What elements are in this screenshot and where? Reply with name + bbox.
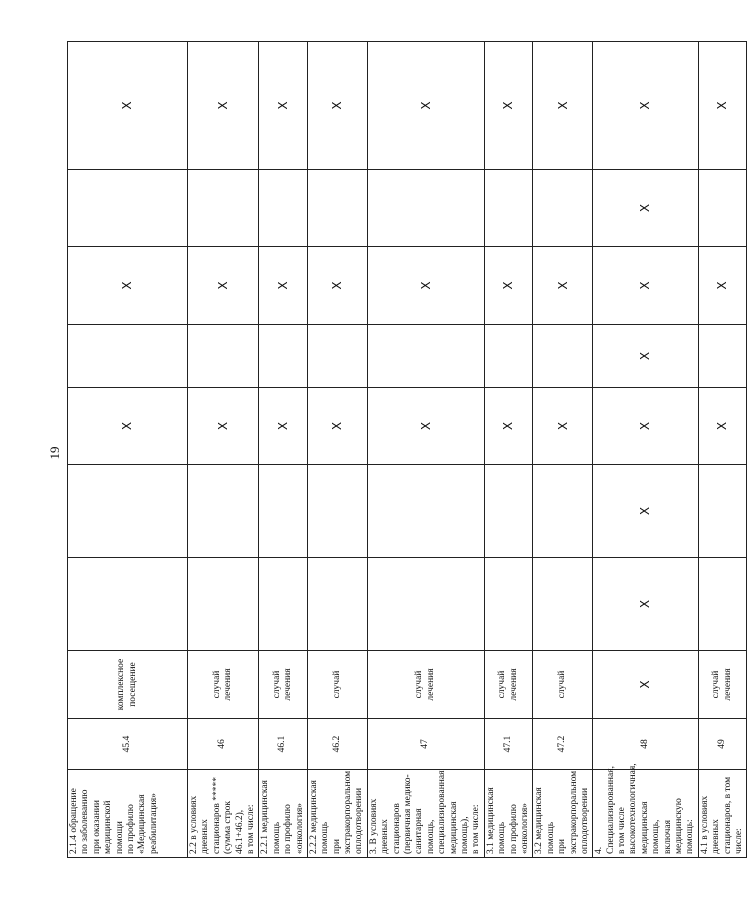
value-cell	[698, 558, 747, 651]
row-name-cell: 2.1.4 обращение по заболеванию при оказании медицинской помощи по профилю «Медицинская реабилитация»	[68, 770, 188, 858]
value-cell: X	[698, 388, 747, 465]
value-cell: X	[367, 42, 484, 170]
value-cell: X	[593, 388, 699, 465]
row-unit-cell: случай	[307, 651, 367, 719]
value-cell: X	[698, 247, 747, 325]
value-cell: X	[484, 42, 533, 170]
value-cell	[533, 558, 593, 651]
value-cell: X	[593, 325, 699, 388]
row-unit-cell: случай лечения	[698, 651, 747, 719]
value-cell: X	[593, 558, 699, 651]
value-cell: X	[259, 42, 308, 170]
value-cell: X	[593, 465, 699, 558]
value-cell	[533, 465, 593, 558]
table-row	[68, 42, 188, 858]
value-cell	[367, 325, 484, 388]
row-code-cell: 49	[698, 719, 747, 770]
value-cell: X	[533, 388, 593, 465]
value-cell	[307, 170, 367, 247]
value-cell: X	[698, 42, 747, 170]
table-row	[367, 42, 484, 858]
value-cell	[307, 325, 367, 388]
value-cell: X	[593, 170, 699, 247]
value-cell	[533, 325, 593, 388]
table-row	[188, 42, 259, 858]
value-cell: X	[307, 247, 367, 325]
row-code-cell: 47.1	[484, 719, 533, 770]
value-cell	[307, 465, 367, 558]
value-cell: X	[259, 388, 308, 465]
value-cell	[367, 558, 484, 651]
value-cell	[68, 558, 188, 651]
rotated-table-container	[67, 42, 744, 858]
value-cell: X	[307, 42, 367, 170]
row-unit-cell: случай	[533, 651, 593, 719]
row-code-cell: 46.1	[259, 719, 308, 770]
row-name-cell: 3. В условиях дневных стационаров (первичная медико- санитарная помощь, специализированная медицинская помощь), в том числе:	[367, 770, 484, 858]
row-unit-cell: случай лечения	[367, 651, 484, 719]
table-body	[68, 42, 747, 858]
row-name-cell: 3.1 медицинская помощь по профилю «онкология»	[484, 770, 533, 858]
value-cell: X	[367, 247, 484, 325]
value-cell	[698, 325, 747, 388]
row-code-cell: 47	[367, 719, 484, 770]
value-cell: X	[533, 42, 593, 170]
table-row	[533, 42, 593, 858]
value-cell	[188, 325, 259, 388]
value-cell	[484, 558, 533, 651]
value-cell: X	[484, 388, 533, 465]
row-code-cell: 45.4	[68, 719, 188, 770]
row-name-cell: 2.2 в условиях дневных стационаров ***** (сумма строк 46.1+46.2), в том числе:	[188, 770, 259, 858]
value-cell: X	[593, 42, 699, 170]
value-cell: X	[68, 42, 188, 170]
row-code-cell: 46.2	[307, 719, 367, 770]
value-cell: X	[593, 247, 699, 325]
table-row	[698, 42, 747, 858]
value-cell	[68, 465, 188, 558]
value-cell: X	[68, 247, 188, 325]
row-name-cell: 2.2.1 медицинская помощь по профилю «онкология»	[259, 770, 308, 858]
row-code-cell: 47.2	[533, 719, 593, 770]
value-cell	[698, 170, 747, 247]
value-cell: X	[484, 247, 533, 325]
row-name-cell: 4. Специализированная, в том числе высокотехнологичная, медицинская помощь, включая медицинскую помощь:	[593, 770, 699, 858]
table-row	[484, 42, 533, 858]
row-unit-cell: случай лечения	[484, 651, 533, 719]
value-cell: X	[188, 42, 259, 170]
table-row	[593, 42, 699, 858]
value-cell: X	[68, 388, 188, 465]
row-unit-cell: случай лечения	[188, 651, 259, 719]
value-cell	[259, 170, 308, 247]
value-cell	[698, 465, 747, 558]
table-row	[307, 42, 367, 858]
value-cell: X	[259, 247, 308, 325]
row-name-cell: 2.2.2 медицинская помощь при экстракорпоральном оплодотворении	[307, 770, 367, 858]
value-cell	[259, 558, 308, 651]
row-code-cell: 46	[188, 719, 259, 770]
value-cell	[484, 325, 533, 388]
value-cell: X	[533, 247, 593, 325]
value-cell: X	[307, 388, 367, 465]
row-name-cell: 4.1 в условиях дневных стационаров, в том числе:	[698, 770, 747, 858]
value-cell	[484, 170, 533, 247]
value-cell	[188, 558, 259, 651]
value-cell: X	[188, 388, 259, 465]
value-cell	[259, 325, 308, 388]
value-cell	[484, 465, 533, 558]
value-cell	[68, 325, 188, 388]
value-cell	[307, 558, 367, 651]
row-unit-cell: X	[593, 651, 699, 719]
value-cell	[188, 465, 259, 558]
value-cell: X	[188, 247, 259, 325]
value-cell	[367, 170, 484, 247]
value-cell	[188, 170, 259, 247]
value-cell	[367, 465, 484, 558]
page-number: 19	[47, 446, 62, 460]
row-name-cell: 3.2 медицинская помощь при экстракорпоральном оплодотворении	[533, 770, 593, 858]
value-cell	[259, 465, 308, 558]
row-unit-cell: комплексное посещение	[68, 651, 188, 719]
row-code-cell: 48	[593, 719, 699, 770]
data-table	[67, 41, 747, 858]
value-cell: X	[367, 388, 484, 465]
row-unit-cell: случай лечения	[259, 651, 308, 719]
table-row	[259, 42, 308, 858]
value-cell	[533, 170, 593, 247]
value-cell	[68, 170, 188, 247]
